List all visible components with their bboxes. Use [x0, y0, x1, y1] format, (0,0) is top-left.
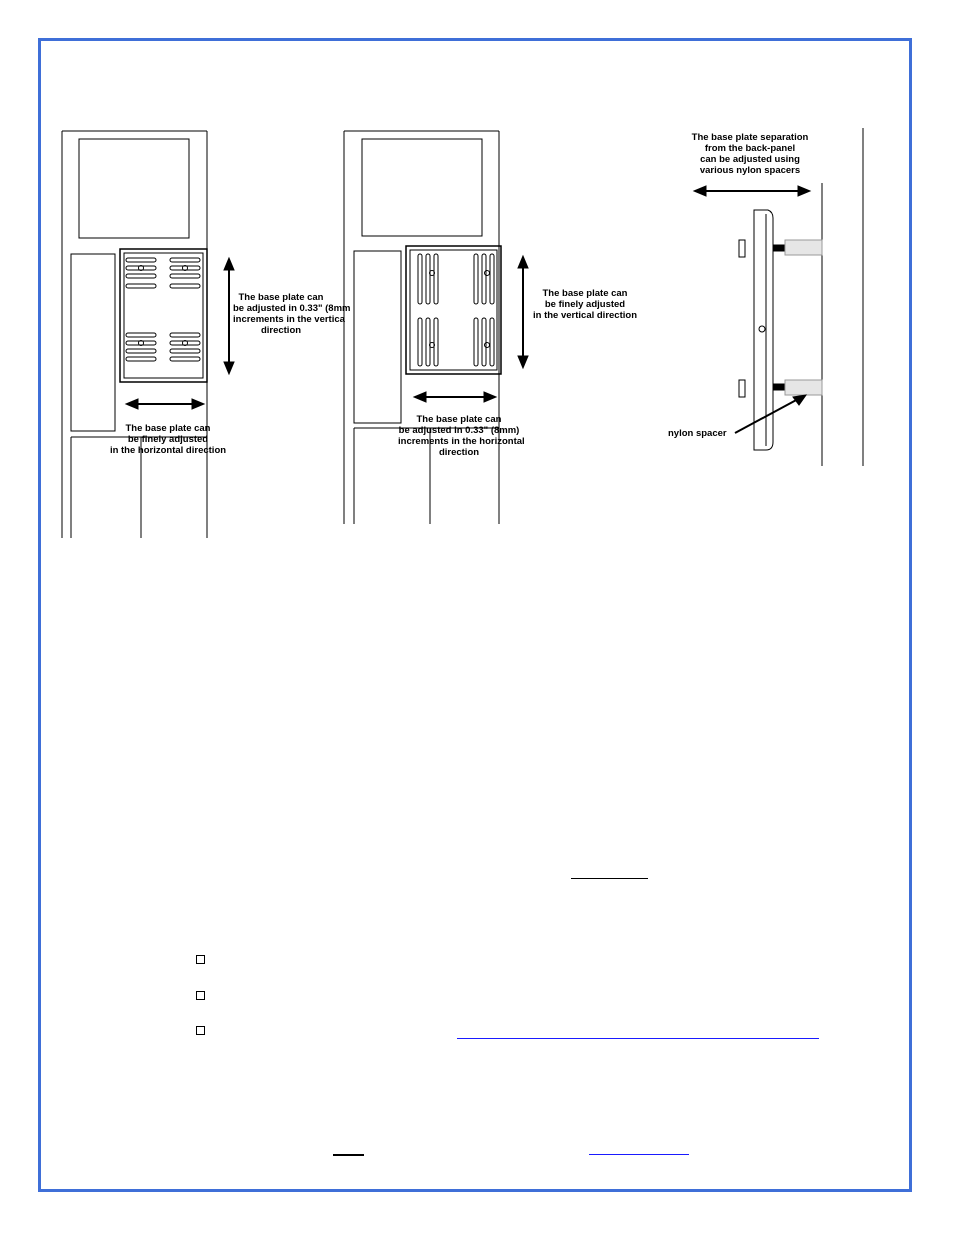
panel1-horizontal-label [108, 423, 228, 456]
panel2-horizontal-label [398, 414, 525, 458]
label-line: direction [438, 447, 480, 458]
label-line: can be adjusted using [700, 154, 800, 165]
checkbox-bullet-icon [196, 955, 206, 965]
underline-mark [333, 1154, 364, 1156]
panel3-spacer-label: nylon spacer [668, 428, 727, 439]
label-line: in the vertical direction [533, 310, 637, 321]
hyperlink-underline[interactable] [589, 1154, 689, 1155]
label-line: The base plate can [416, 414, 502, 425]
panel1-drawing [62, 131, 234, 538]
label-line: be finely adjusted [127, 434, 209, 445]
mounting-diagram [0, 0, 954, 560]
label-line: from the back-panel [704, 143, 796, 154]
label-line: be adjusted in 0.33" (8mm [233, 303, 351, 314]
label-line: The base plate separation [691, 132, 809, 143]
label-line: be adjusted in 0.33" (8mm) [398, 425, 520, 436]
label-line: be finely adjusted [544, 299, 626, 310]
label-line: direction [260, 325, 302, 336]
label-line: increments in the horizontal [398, 436, 525, 447]
checkbox-bullet-icon [196, 991, 206, 1001]
panel2-vertical-label [530, 288, 640, 321]
label-line: in the horizontal direction [109, 445, 227, 456]
label-line: increments in the vertica [233, 314, 345, 325]
underline-mark [571, 878, 648, 879]
label-line: The base plate can [125, 423, 211, 434]
label-line: The base plate can [238, 292, 324, 303]
checkbox-bullet-icon [196, 1026, 206, 1036]
label-line: various nylon spacers [699, 165, 801, 176]
panel2-drawing [344, 131, 528, 524]
panel3-drawing [694, 128, 863, 466]
label-line: The base plate can [542, 288, 628, 299]
panel1-vertical-label [233, 292, 351, 336]
panel3-separation-label [680, 132, 820, 176]
hyperlink-underline[interactable] [457, 1038, 819, 1039]
